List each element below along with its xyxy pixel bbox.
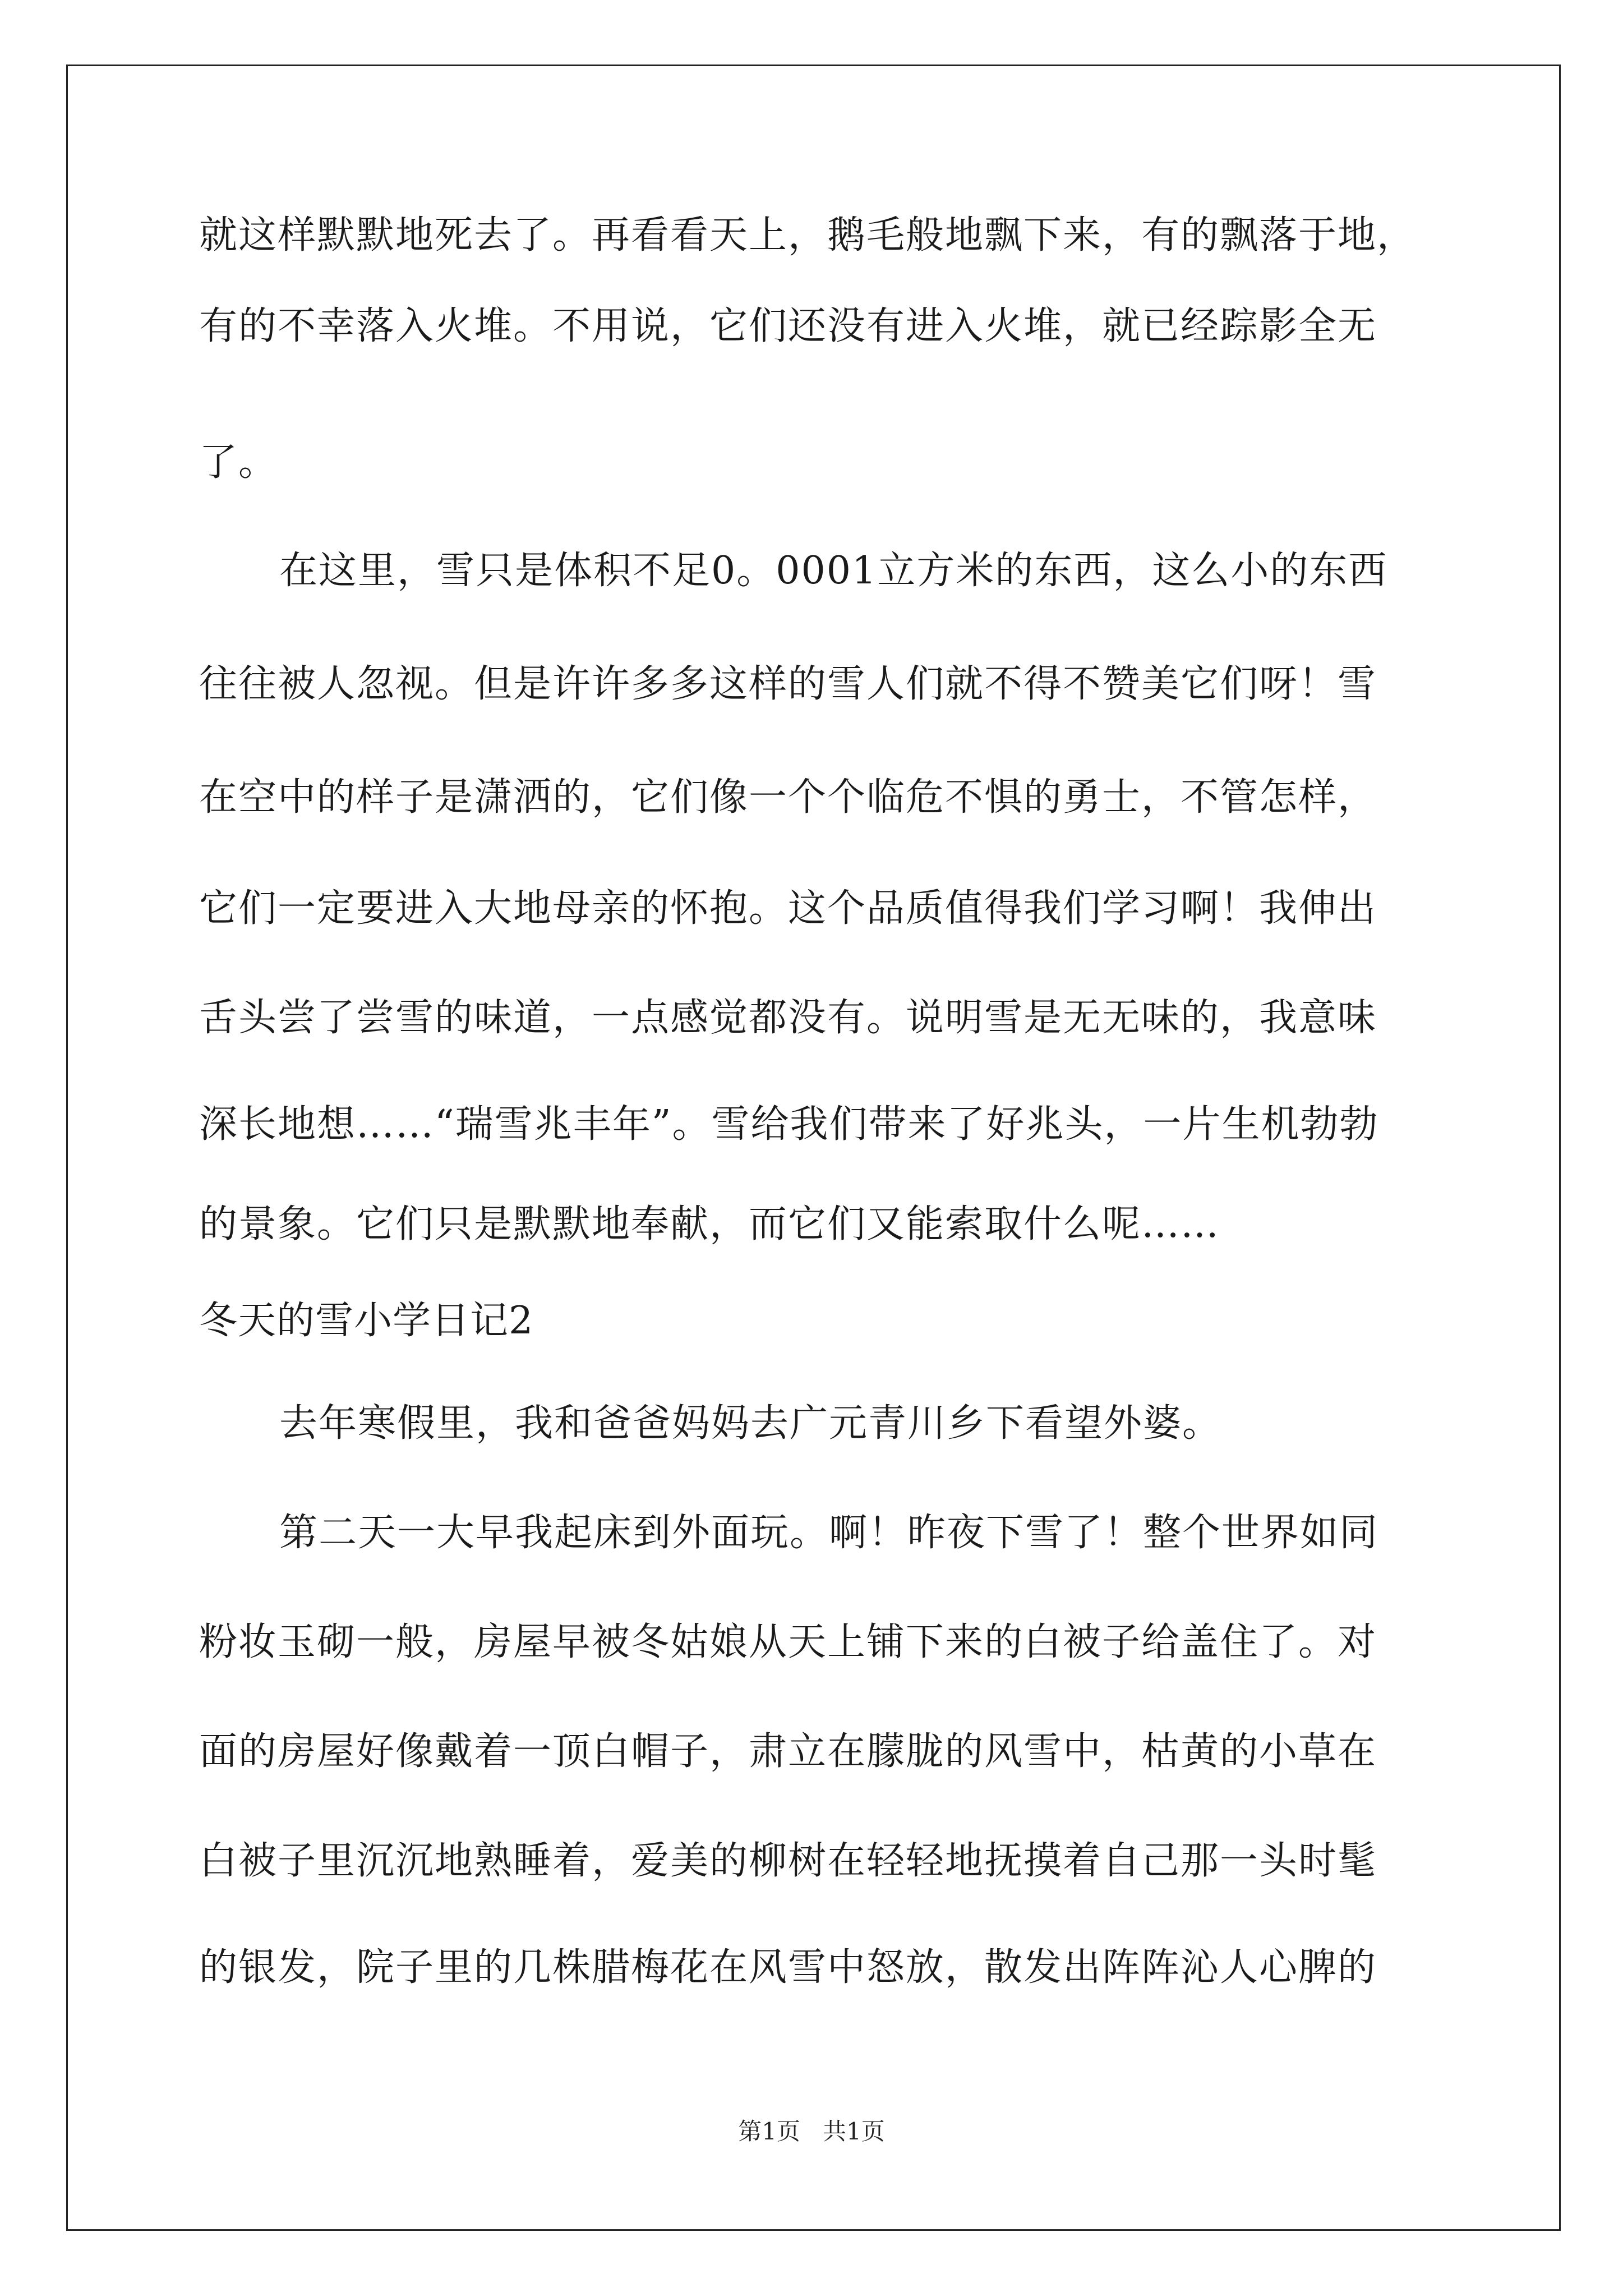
page-count: 共1页: [823, 2118, 885, 2145]
paragraph-start-line: 第二天一大早我起床到外面玩。啊！昨夜下雪了！整个世界如同: [279, 1511, 1379, 1555]
text-line: 深长地想……“瑞雪兆丰年”。雪给我们带来了好兆头，一片生机勃勃: [199, 1102, 1379, 1147]
text-line: 白被子里沉沉地熟睡着，爱美的柳树在轻轻地抚摸着自己那一头时髦: [199, 1839, 1377, 1883]
text-line: 面的房屋好像戴着一顶白帽子，肃立在朦胧的风雪中，枯黄的小草在: [199, 1729, 1377, 1774]
section-heading: 冬天的雪小学日记2: [199, 1299, 534, 1343]
text-line: 舌头尝了尝雪的味道，一点感觉都没有。说明雪是无无味的，我意味: [199, 996, 1377, 1040]
text-line: 有的不幸落入火堆。不用说，它们还没有进入火堆，就已经踪影全无: [199, 304, 1377, 348]
text-line: 它们一定要进入大地母亲的怀抱。这个品质值得我们学习啊！我伸出: [199, 886, 1377, 931]
text-line: 往往被人忽视。但是许许多多这样的雪人们就不得不赞美它们呀！雪: [199, 662, 1377, 706]
text-line: 粉妆玉砌一般，房屋早被冬姑娘从天上铺下来的白被子给盖住了。对: [199, 1620, 1377, 1664]
text-line: 在空中的样子是潇洒的，它们像一个个临危不惧的勇士，不管怎样，: [199, 775, 1377, 820]
text-line: 就这样默默地死去了。再看看天上，鹅毛般地飘下来，有的飘落于地，: [199, 213, 1417, 257]
paragraph-start-line: 在这里，雪只是体积不足0。0001立方米的东西，这么小的东西: [279, 549, 1388, 593]
text-line: 了。: [199, 440, 278, 485]
text-line: 的银发，院子里的几株腊梅花在风雪中怒放，散发出阵阵沁人心脾的: [199, 1945, 1377, 1990]
paragraph-start-line: 去年寒假里，我和爸爸妈妈去广元青川乡下看望外婆。: [279, 1401, 1222, 1446]
text-line: 的景象。它们只是默默地奉献，而它们又能索取什么呢……: [199, 1202, 1220, 1246]
page-number: 第1页: [738, 2118, 800, 2145]
page-footer: [0, 2115, 1623, 2148]
